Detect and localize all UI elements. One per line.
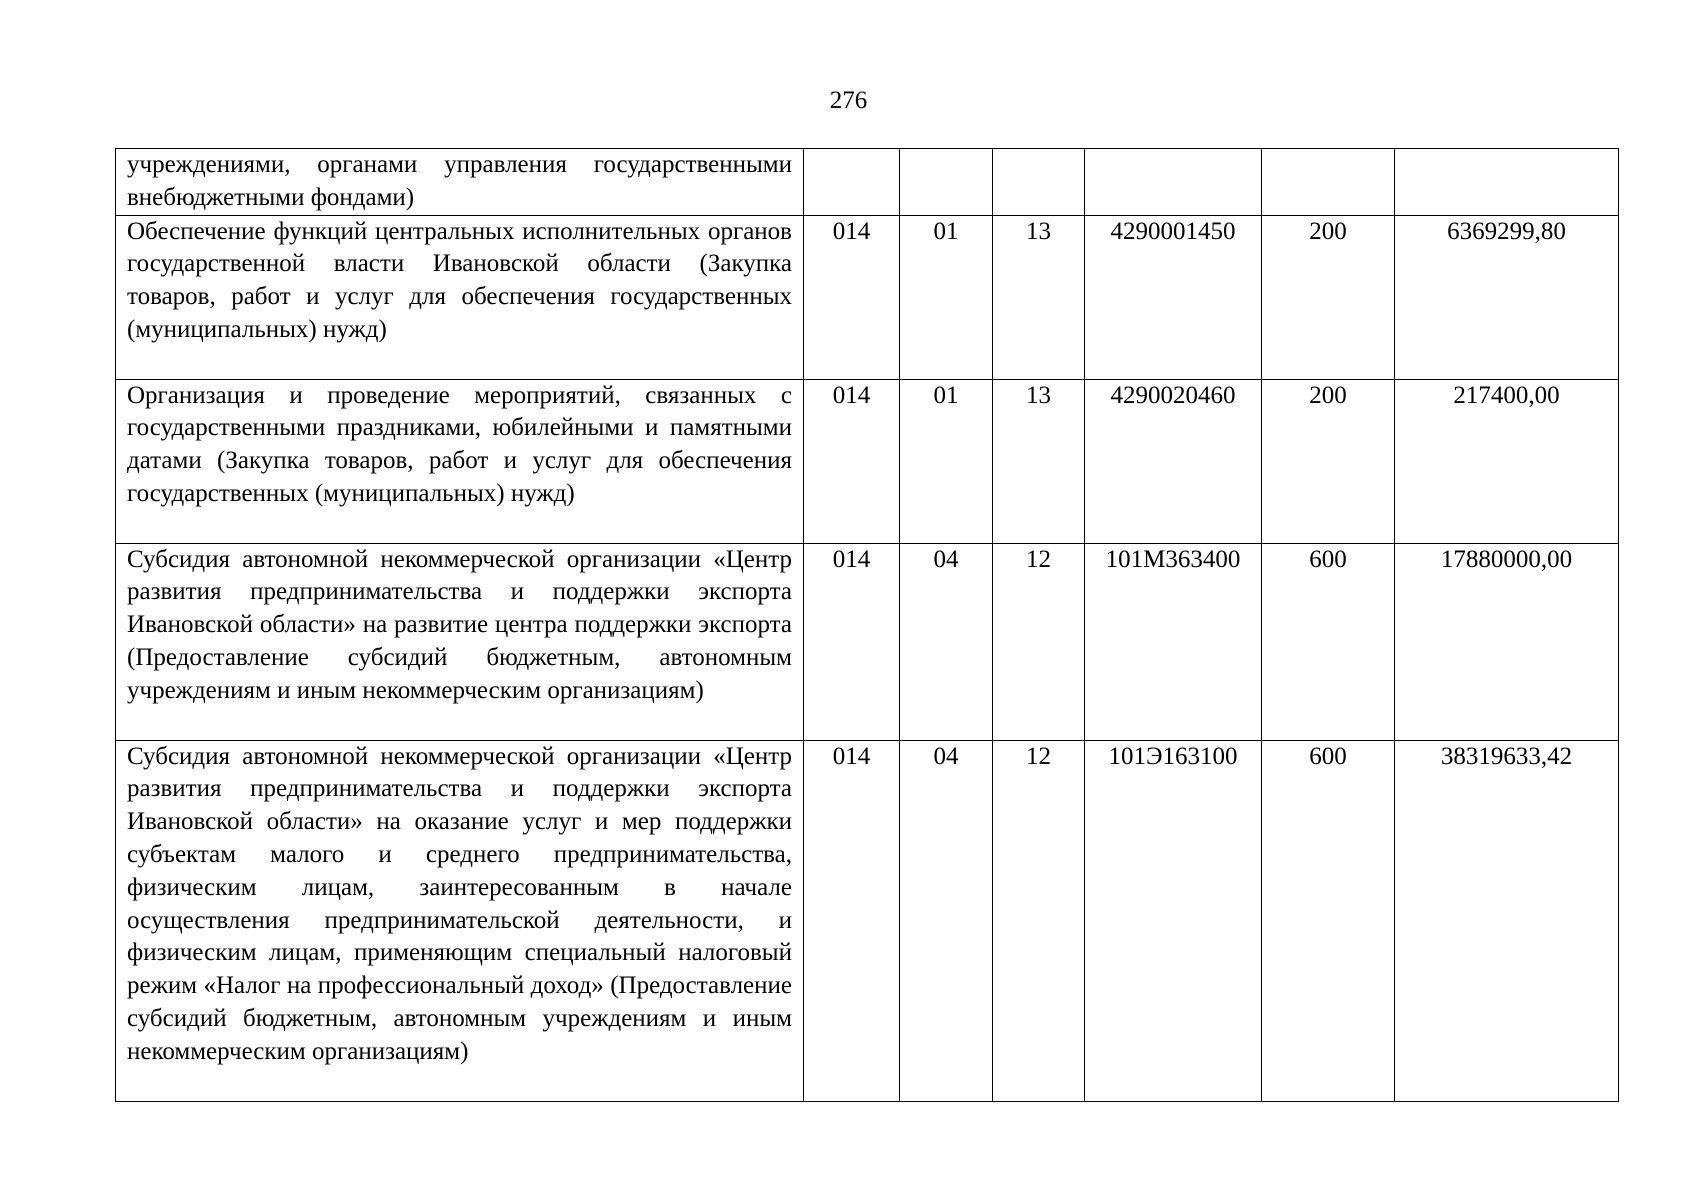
table-row <box>116 215 1619 379</box>
page-number: 276 <box>829 87 868 114</box>
row-subsection-code: 12 <box>993 740 1085 1101</box>
row-subsection-code <box>993 149 1085 216</box>
row-section-code: 01 <box>900 215 993 379</box>
row-target-article-code: 4290001450 <box>1085 215 1262 379</box>
row-subsection-code: 12 <box>993 543 1085 740</box>
row-admin-code: 014 <box>804 543 900 740</box>
table-row <box>116 740 1619 1101</box>
row-section-code: 04 <box>900 543 993 740</box>
row-description: Субсидия автономной некоммерческой организации «Центр развития предпринимательства и поддержки экспорта Ивановской области» на оказание услуг и мер поддержки субъектам малого и среднего предпринимательства, физическим лицам, заинтересованным в начале осуществления предпринимательской деятельности, и физическим лицам, применяющим специальный налоговый режим «Налог на профессиональный доход» (Предоставление субсидий бюджетным, автономным учреждениям и иным некоммерческим организациям) <box>116 740 804 1101</box>
row-target-article-code: 101M363400 <box>1085 543 1262 740</box>
row-expense-type-code: 600 <box>1262 543 1395 740</box>
row-expense-type-code <box>1262 149 1395 216</box>
row-description: Субсидия автономной некоммерческой организации «Центр развития предпринимательства и поддержки экспорта Ивановской области» на развитие центра поддержки экспорта (Предоставление субсидий бюджетным, автономным учреждениям и иным некоммерческим организациям) <box>116 543 804 740</box>
table-row <box>116 379 1619 543</box>
budget-table <box>115 148 1619 1102</box>
row-subsection-code: 13 <box>993 379 1085 543</box>
row-description: Обеспечение функций центральных исполнительных органов государственной власти Ивановской области (Закупка товаров, работ и услуг для обеспечения государственных (муниципальных) нужд) <box>116 215 804 379</box>
row-section-code: 04 <box>900 740 993 1101</box>
row-admin-code: 014 <box>804 740 900 1101</box>
row-section-code <box>900 149 993 216</box>
row-admin-code <box>804 149 900 216</box>
row-amount: 6369299,80 <box>1395 215 1619 379</box>
row-target-article-code: 101Э163100 <box>1085 740 1262 1101</box>
table-row <box>116 149 1619 216</box>
row-expense-type-code: 200 <box>1262 379 1395 543</box>
row-section-code: 01 <box>900 379 993 543</box>
row-amount <box>1395 149 1619 216</box>
row-target-article-code <box>1085 149 1262 216</box>
row-description: Организация и проведение мероприятий, связанных с государственными праздниками, юбилейными и памятными датами (Закупка товаров, работ и услуг для обеспечения государственных (муниципальных) нужд) <box>116 379 804 543</box>
row-amount: 38319633,42 <box>1395 740 1619 1101</box>
row-expense-type-code: 600 <box>1262 740 1395 1101</box>
row-description: учреждениями, органами управления государственными внебюджетными фондами) <box>116 149 804 216</box>
row-amount: 217400,00 <box>1395 379 1619 543</box>
row-subsection-code: 13 <box>993 215 1085 379</box>
table-row <box>116 543 1619 740</box>
row-amount: 17880000,00 <box>1395 543 1619 740</box>
row-target-article-code: 4290020460 <box>1085 379 1262 543</box>
row-expense-type-code: 200 <box>1262 215 1395 379</box>
row-admin-code: 014 <box>804 379 900 543</box>
row-admin-code: 014 <box>804 215 900 379</box>
